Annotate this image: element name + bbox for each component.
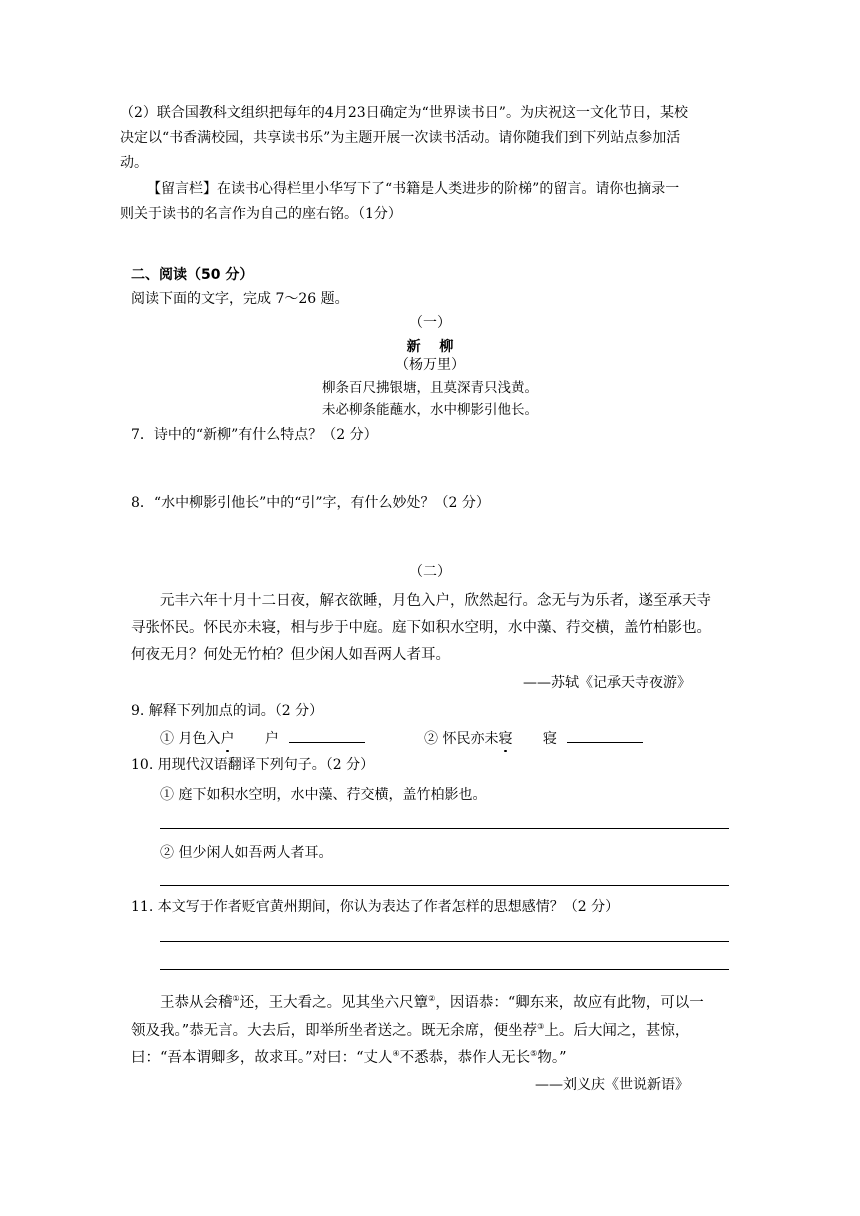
q9-item-1-answer-blank[interactable]	[289, 730, 365, 743]
passage3-text: ，因语恭：“卿东来，故应有此物，可以一	[435, 995, 704, 1011]
question-8: 8．“水中柳影引他长”中的“引”字，有什么妙处？（2 分）	[131, 495, 490, 511]
passage3-line-3	[131, 1051, 567, 1066]
q10-item-1: ① 庭下如积水空明，水中藻、荇交横，盖竹柏影也。	[160, 787, 487, 803]
question-9: 9. 解释下列加点的词。（2 分）	[131, 703, 324, 719]
poem-line-1: 柳条百尺拂银塘，且莫深青只浅黄。	[322, 380, 538, 396]
q11-answer-line-1[interactable]	[160, 941, 729, 942]
q10-answer-line-2[interactable]	[160, 885, 729, 886]
prose-line-1: 元丰六年十月十二日夜，解衣欲睡，月色入户，欣然起行。念无与为乐者，遂至承天寺	[160, 593, 711, 609]
poem-title: 新 柳	[406, 339, 454, 355]
q9-item-2-word: 寝	[542, 731, 557, 747]
q6-line-3: 动。	[120, 155, 148, 171]
prose-part-label: （二）	[409, 564, 451, 580]
q6-line-4: 【留言栏】在读书心得栏里小华写下了“书籍是人类进步的阶梯”的留言。请你也摘录一	[147, 181, 680, 197]
prose-line-2: 寻张怀民。怀民亦未寝，相与步于中庭。庭下如积水空明，水中藻、荇交横，盖竹柏影也。	[131, 620, 711, 636]
section-instruction: 阅读下面的文字，完成 7～26 题。	[131, 291, 349, 307]
prose-line-3: 何夜无月？何处无竹柏？但少闲人如吾两人者耳。	[131, 647, 450, 663]
q9-item-1-text: ① 月色入	[160, 731, 221, 747]
q9-item-2	[424, 730, 643, 746]
q10-item-2: ② 但少闲人如吾两人者耳。	[160, 845, 333, 861]
passage3-text: 曰：“吾本谓卿多，故求耳。”对曰：“丈人	[131, 1050, 393, 1066]
q11-answer-line-2[interactable]	[160, 969, 729, 970]
footnote-marker: ②	[428, 994, 436, 1004]
q10-answer-line-1[interactable]	[160, 828, 729, 829]
passage3-text: 还，王大看之。见其坐六尺簟	[239, 995, 429, 1011]
question-7: 7．诗中的“新柳”有什么特点？（2 分）	[131, 427, 378, 443]
question-11: 11. 本文写于作者贬官黄州期间，你认为表达了作者怎样的思想感情？（2 分）	[131, 899, 620, 915]
poem-author: （杨万里）	[395, 357, 465, 373]
passage3-text: 不悉恭，恭作人无长	[399, 1050, 531, 1066]
q9-item-1-word: 户	[264, 731, 279, 747]
passage3-text: 物。”	[537, 1050, 567, 1066]
poem-line-2: 未必柳条能蘸水，水中柳影引他长。	[322, 402, 538, 418]
passage3-line-2	[131, 1024, 689, 1039]
footnote-marker: ⑤	[530, 1049, 538, 1059]
passage3-text: 领及我。”恭无言。大去后，即举所坐者送之。既无余席，便坐荐	[131, 1023, 538, 1039]
prose-source: ——苏轼《记承天寺夜游》	[523, 675, 691, 691]
passage3-line-1	[160, 996, 704, 1011]
q9-item-2-dotted-word: 寝	[498, 731, 513, 747]
q6-line-2: 决定以“书香满校园，共享读书乐”为主题开展一次读书活动。请你随我们到下列站点参加活	[120, 130, 681, 146]
q9-item-1	[160, 730, 365, 746]
footnote-marker: ④	[392, 1049, 400, 1059]
q6-line-5: 则关于读书的名言作为自己的座右铭。（1分）	[120, 206, 402, 222]
q9-item-2-text: ② 怀民亦未	[424, 731, 499, 747]
q9-item-1-dotted-word: 户	[220, 731, 235, 747]
q9-item-2-answer-blank[interactable]	[567, 730, 643, 743]
footnote-marker: ③	[537, 1022, 545, 1032]
passage3-text: 王恭从会稽	[160, 995, 233, 1011]
passage3-source: ——刘义庆《世说新语》	[535, 1077, 689, 1093]
footnote-marker: ①	[232, 994, 240, 1004]
section-heading: 二、阅读（50 分）	[131, 267, 254, 283]
question-10: 10. 用现代汉语翻译下列句子。（2 分）	[131, 757, 375, 773]
poem-part-label: （一）	[409, 315, 451, 331]
q6-line-1: （2）联合国教科文组织把每年的4月23日确定为“世界读书日”。为庆祝这一文化节日，某校	[120, 105, 688, 121]
passage3-text: 上。后大闻之，甚惊，	[544, 1023, 690, 1039]
